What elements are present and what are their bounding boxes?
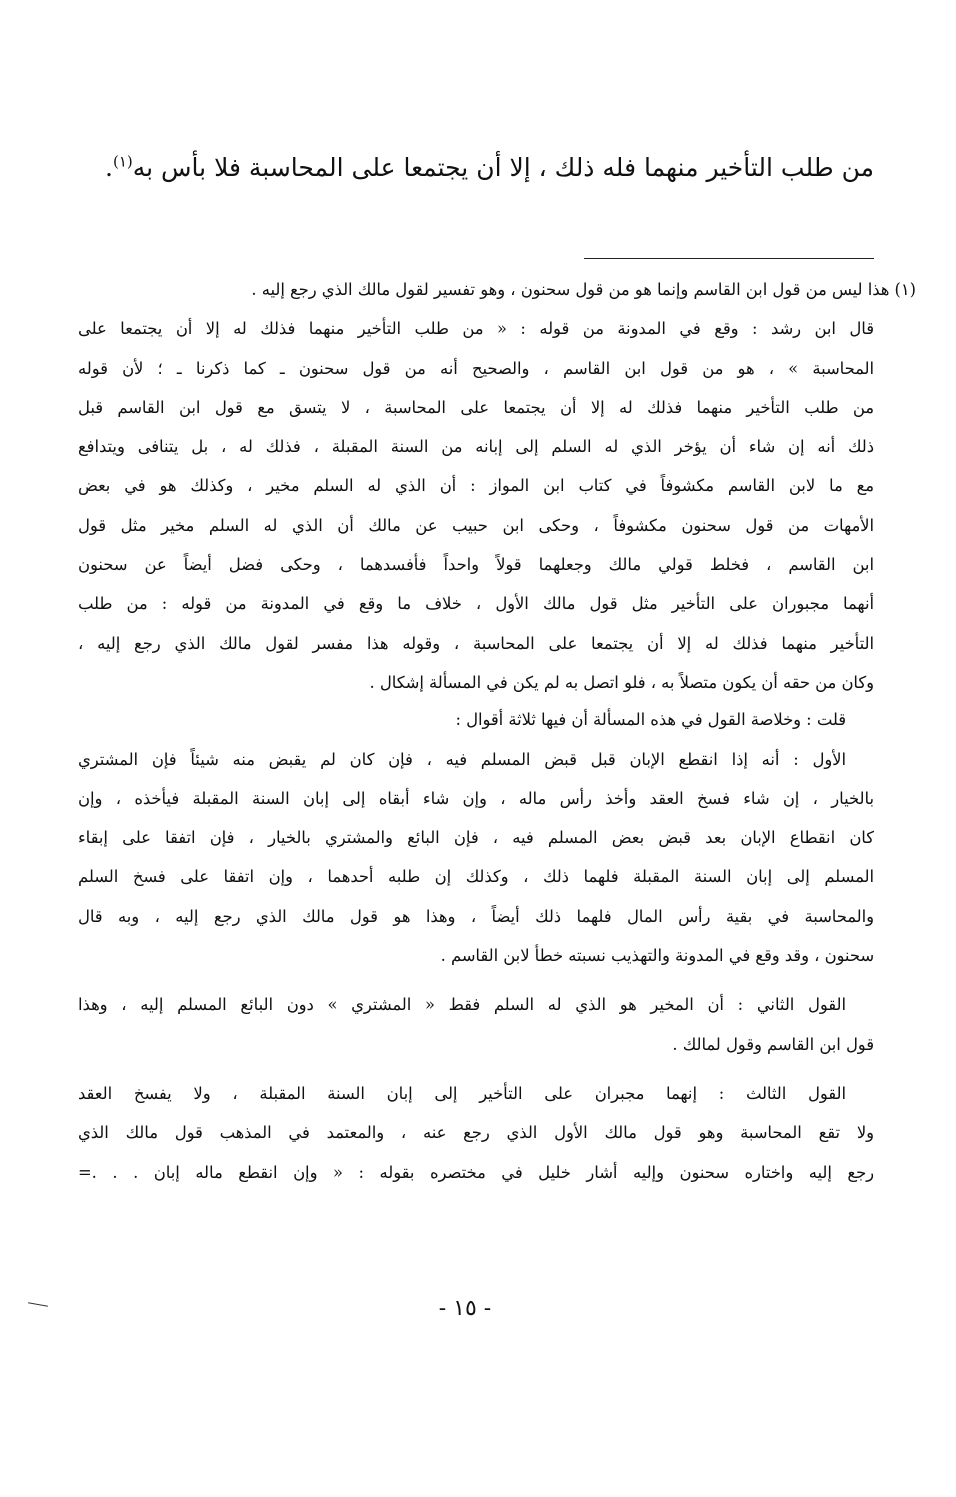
footnotes-block bbox=[78, 270, 916, 1192]
footnote-line: مع ما لابن القاسم مكشوفاً في كتاب ابن المواز : أن الذي له السلم مخير ، وكذلك هو في بعض bbox=[78, 476, 874, 496]
main-text-period: . bbox=[105, 153, 113, 182]
footnote-line: (١) هذا ليس من قول ابن القاسم وإنما هو من قول سحنون ، وهو تفسير لقول مالك الذي رجع إليه . bbox=[251, 280, 916, 299]
footnote-line: بالخيار ، إن شاء فسخ العقد وأخذ رأس ماله ، وإن شاء أبقاه إلى إبان السنة المقبلة فيأخذه ، وإن bbox=[78, 788, 874, 808]
footnote-line: ذلك أنه إن شاء أن يؤخر الذي له السلم إلى إبانه من السنة المقبلة ، فذلك له ، بل يتنافى ويتدافع bbox=[78, 437, 874, 457]
footnote-line: القول الثالث : إنهما مجبران على التأخير إلى إبان السنة المقبلة ، ولا يفسخ العقد bbox=[78, 1083, 846, 1103]
footnote-line: الأول : أنه إذا انقطع الإبان قبل قبض المسلم فيه ، فإن كان لم يقبض منه شيئاً فإن المشتري bbox=[78, 749, 846, 769]
footnote-line: وكان من حقه أن يكون متصلاً به ، فلو اتصل به لم يكن في المسألة إشكال . bbox=[369, 672, 874, 692]
footnote-line: قول ابن القاسم وقول لمالك . bbox=[672, 1034, 874, 1054]
footnote-reference: (١) bbox=[112, 152, 133, 171]
footnote-line: التأخير منهما فذلك له إلا أن يجتمعا على المحاسبة ، وقوله هذا مفسر لقول مالك الذي رجع إليه ، bbox=[78, 633, 874, 653]
footnote-line: أنهما مجبوران على التأخير مثل قول مالك الأول ، خلاف ما وقع في المدونة من قوله : من طلب bbox=[78, 594, 874, 614]
main-text-line bbox=[84, 150, 874, 186]
footnote-line: قلت : وخلاصة القول في هذه المسألة أن فيها ثلاثة أقوال : bbox=[455, 710, 846, 730]
margin-mark bbox=[28, 1302, 48, 1306]
footnote-line: قال ابن رشد : وقع في المدونة من قوله : « من طلب التأخير منهما فذلك له إلا أن يجتمعا على bbox=[78, 319, 874, 339]
footnote-line: القول الثاني : أن المخير هو الذي له السلم فقط « المشتري » دون البائع المسلم إليه ، وهذا bbox=[78, 995, 846, 1015]
footnote-line: ابن القاسم ، فخلط قولي مالك وجعلهما قولاً واحداً فأفسدهما ، وحكى فضل أيضاً عن سحنون bbox=[78, 555, 874, 575]
main-text-body: من طلب التأخير منهما فله ذلك ، إلا أن يجتمعا على المحاسبة فلا بأس به bbox=[132, 153, 874, 182]
footnote-line: الأمهات من قول سحنون مكشوفاً ، وحكى ابن حبيب عن مالك أن الذي له السلم مخير مثل قول bbox=[78, 515, 874, 535]
footnote-separator bbox=[584, 258, 874, 259]
footnote-line: من طلب التأخير منهما فذلك له إلا أن يجتمعا على المحاسبة ، لا يتسق مع قول ابن القاسم قبل bbox=[78, 397, 874, 417]
footnote-line: رجع إليه واختاره سحنون وإليه أشار خليل في مختصره بقوله : « وإن انقطع ماله إبان . . .= bbox=[78, 1162, 874, 1182]
footnote-line: ولا تقع المحاسبة وهو قول مالك الأول الذي رجع عنه ، والمعتمد في المذهب قول مالك الذي bbox=[78, 1123, 874, 1143]
footnote-line: المحاسبة » ، هو من قول ابن القاسم ، والصحيح أنه من قول سحنون ـ كما ذكرنا ـ ؛ لأن قوله bbox=[78, 358, 874, 378]
footnote-line: المسلم إلى إبان السنة المقبلة فلهما ذلك ، وكذلك إن طلبه أحدهما ، وإن اتفقا على فسخ السلم bbox=[78, 867, 874, 887]
footnote-line: كان انقطاع الإبان بعد قبض بعض المسلم فيه ، فإن البائع والمشتري بالخيار ، فإن اتفقا على إبقاء bbox=[78, 828, 874, 848]
page-number: - ١٥ - bbox=[438, 1296, 492, 1321]
footnote-line: والمحاسبة في بقية رأس المال فلهما ذلك أيضاً ، وهذا هو قول مالك الذي رجع إليه ، وبه قال bbox=[78, 906, 874, 926]
footnote-line: سحنون ، وقد وقع في المدونة والتهذيب نسبته خطأ لابن القاسم . bbox=[440, 946, 874, 966]
